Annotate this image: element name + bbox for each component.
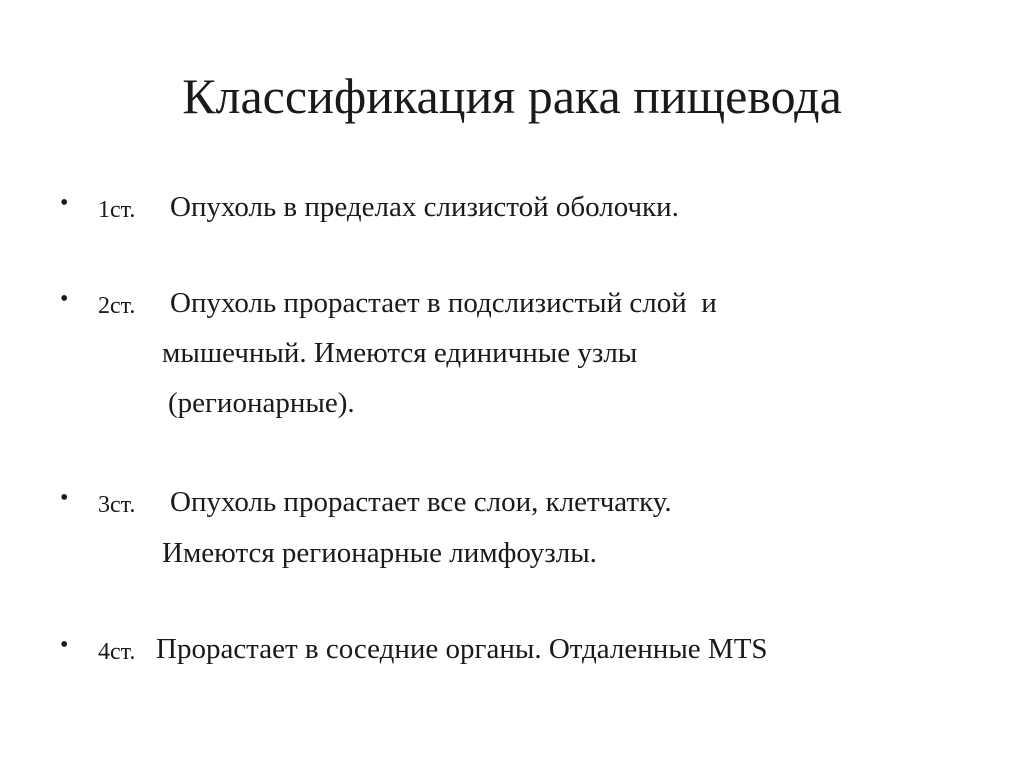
item-text-line: Опухоль прорастает все слои, клетчатку. — [170, 486, 672, 518]
stage-label: 3ст. — [98, 492, 136, 518]
bullet-icon: • — [60, 190, 69, 216]
item-text-line: мышечный. Имеются единичные узлы — [162, 337, 638, 369]
stage-label: 1ст. — [98, 197, 136, 223]
item-text-line: (регионарные). — [168, 387, 355, 419]
item-text-line: Опухоль в пределах слизистой оболочки. — [170, 191, 679, 223]
bullet-icon: • — [60, 286, 69, 312]
item-text-line: Имеются регионарные лимфоузлы. — [162, 537, 597, 569]
item-text-line: Прорастает в соседние органы. Отдаленные MTS — [156, 633, 768, 665]
item-text-line: Опухоль прорастает в подслизистый слой и — [170, 287, 717, 319]
bullet-icon: • — [60, 632, 69, 658]
stage-label: 2ст. — [98, 293, 136, 319]
stage-label: 4ст. — [98, 639, 136, 665]
bullet-icon: • — [60, 485, 69, 511]
slide-title: Классификация рака пищевода — [182, 68, 842, 124]
